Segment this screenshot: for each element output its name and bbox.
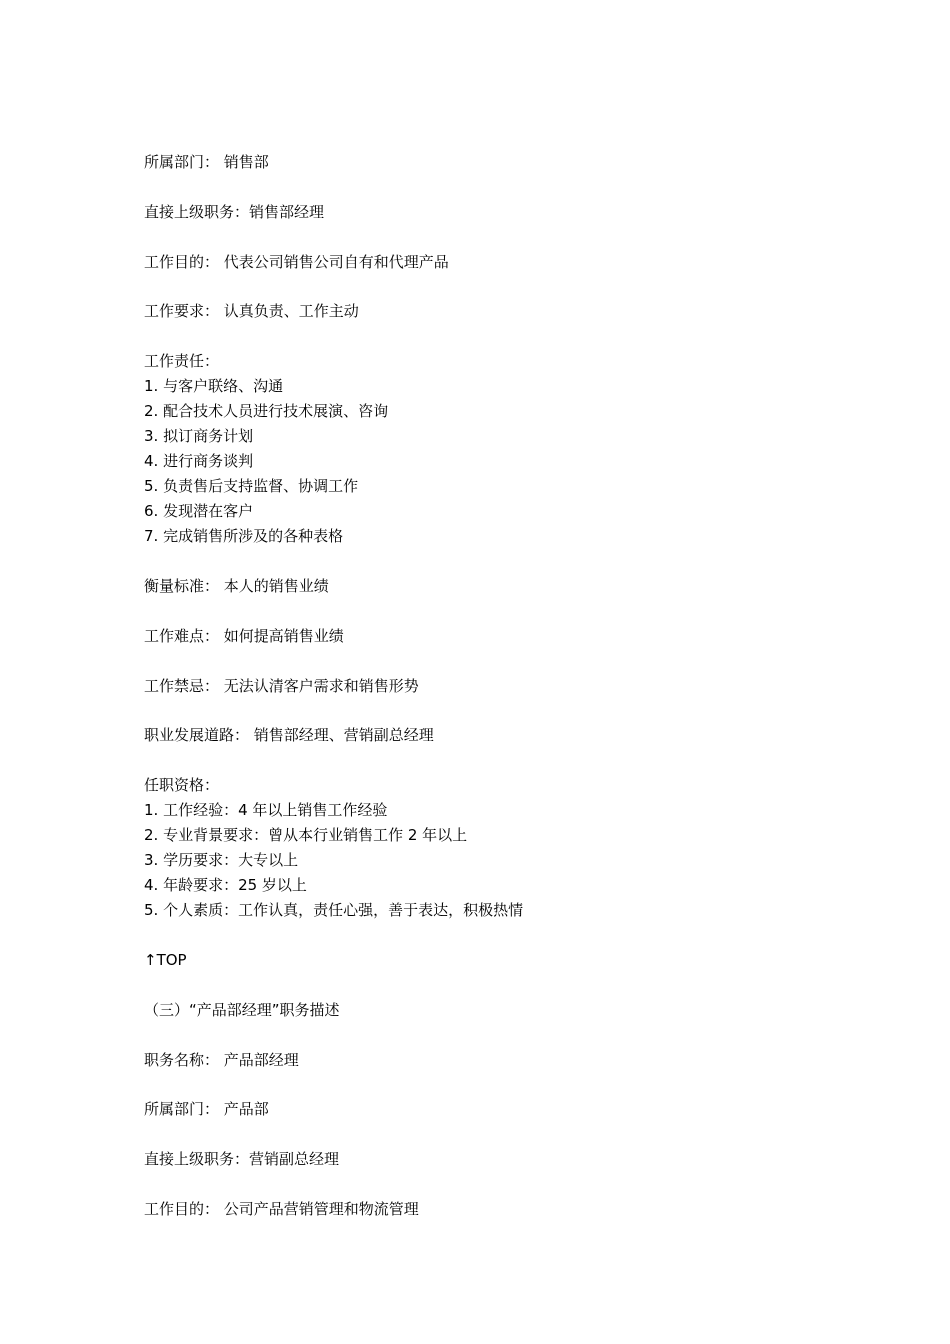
- metric-line: 衡量标准： 本人的销售业绩: [144, 576, 329, 595]
- superior-line: 直接上级职务：营销副总经理: [144, 1150, 340, 1169]
- top-link[interactable]: ↑TOP: [144, 950, 187, 969]
- career-line: 职业发展道路： 销售部经理、营销副总经理: [144, 726, 434, 745]
- department-line: 所属部门： 销售部: [144, 153, 269, 171]
- duties-heading: 工作责任：: [144, 352, 220, 371]
- duty-item: 5. 负责售后支持监督、协调工作: [144, 477, 359, 496]
- duty-item: 2. 配合技术人员进行技术展演、咨询: [144, 402, 389, 421]
- qualification-item: 2. 专业背景要求：曾从本行业销售工作 2 年以上: [144, 826, 468, 845]
- duty-item: 6. 发现潜在客户: [144, 502, 254, 521]
- purpose-line: 工作目的： 公司产品营销管理和物流管理: [144, 1199, 419, 1218]
- qualifications-heading: 任职资格：: [144, 776, 220, 795]
- document-page: [144, 150, 904, 1222]
- requirements-line: 工作要求： 认真负责、工作主动: [144, 302, 359, 321]
- purpose-line: 工作目的： 代表公司销售公司自有和代理产品: [144, 252, 449, 271]
- duty-item: 1. 与客户联络、沟通: [144, 377, 284, 396]
- duty-item: 3. 拟订商务计划: [144, 427, 254, 446]
- section-title: （三）“产品部经理”职务描述: [144, 1000, 340, 1019]
- taboo-line: 工作禁忌： 无法认清客户需求和销售形势: [144, 676, 419, 695]
- department-line: 所属部门： 产品部: [144, 1100, 269, 1119]
- qualification-item: 5. 个人素质：工作认真，责任心强，善于表达，积极热情: [144, 901, 524, 920]
- qualification-item: 4. 年龄要求：25 岁以上: [144, 876, 307, 895]
- qualification-item: 3. 学历要求：大专以上: [144, 851, 299, 870]
- superior-line: 直接上级职务：销售部经理: [144, 202, 325, 221]
- qualification-item: 1. 工作经验：4 年以上销售工作经验: [144, 801, 388, 820]
- duty-item: 7. 完成销售所涉及的各种表格: [144, 527, 344, 546]
- difficulty-line: 工作难点： 如何提高销售业绩: [144, 626, 344, 645]
- duty-item: 4. 进行商务谈判: [144, 452, 254, 471]
- job-title-line: 职务名称： 产品部经理: [144, 1050, 299, 1069]
